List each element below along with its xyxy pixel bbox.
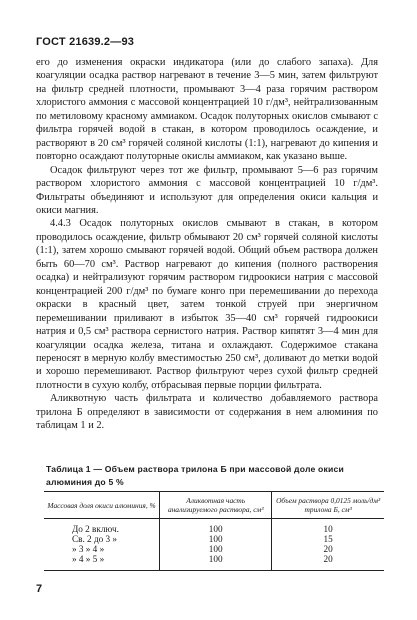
cell-aliquot: 100 [160, 519, 272, 535]
table-row [44, 544, 384, 554]
cell-fraction: » 4 » 5 » [72, 554, 105, 564]
trilon-volume-table [44, 491, 384, 571]
table-row [44, 554, 384, 571]
paragraph-1: его до изменения окраски индикатора (или до слабого запаха). Для коагуляции осадка раствор нагревают в течение 3—5 мин, затем фильтруют на фильтр средней плотности, промывают 3—4 раза горячим раствором хлористого аммония с массовой концентрацией 10 г/дм³, нейтрализованным по метиловому красному аммиаком. Осадок полуторных окислов смывают с фильтра горячей водой в стакан, в котором проводилось осаждение, и растворяют в 20 см³ горячей соляной кислоты (1:1), нагревают до кипения и повторно осаждают полуторные окислы аммиаком, как указано выше. [36, 57, 378, 163]
paragraph-4: Аликвотную часть фильтрата и количество добавляемого раствора трилона Б определяют в зависимости от содержания в нем алюминия по таблицам 1 и 2. [36, 393, 378, 432]
cell-fraction: До 2 включ. [72, 524, 119, 534]
cell-aliquot: 100 [160, 534, 272, 544]
cell-fraction: Св. 2 до 3 » [72, 534, 117, 544]
paragraph-3: 4.4.3 Осадок полуторных окислов смывают в стакан, в котором проводилось осаждение, фильтр обмывают 20 см³ горячей соляной кислоты (1:1), затем хорошо смывают горячей водой. Общий объем раствора должен быть 60—70 см³. Раствор нагревают до кипения (полного растворения осадка) и нейтрализуют горячим раствором гидроокиси натрия с массовой концентрацией 200 г/дм³ по бумаге конго при перемешивании до перехода окраски в красный цвет, затем тонкой струей при энергичном перемешивании приливают в избыток 35—40 см³ горячей гидроокиси натрия и 0,5 см³ раствора сернистого натрия. Раствор кипятят 3—4 мин для коагуляции осадка железа, титана и охлаждают. Содержимое стакана переносят в мерную колбу вместимостью 250 см³, доливают до метки водой и хорошо перемешивают. Раствор фильтруют через сухой фильтр средней плотности в сухую колбу, отбрасывая первые порции фильтрата. [36, 218, 378, 391]
body-text [36, 56, 378, 433]
page-number: 7 [36, 583, 43, 595]
table-row [44, 534, 384, 544]
table-1 [44, 491, 384, 571]
cell-fraction: » 3 » 4 » [72, 544, 105, 554]
paragraph-2: Осадок фильтруют через тот же фильтр, промывают 5—6 раз горячим раствором хлористого аммония с массовой концентрацией 10 г/дм³. Фильтраты объединяют и используют для определения окиси кальция и окиси магния. [36, 164, 378, 216]
table-row [44, 519, 384, 535]
table-header-row [44, 492, 384, 519]
cell-aliquot: 100 [160, 554, 272, 571]
cell-volume: 20 [272, 544, 384, 554]
header-aliquot: Аликвотная часть анализируемого раствора, см³ [160, 492, 272, 519]
cell-volume: 20 [272, 554, 384, 571]
cell-volume: 10 [272, 519, 384, 535]
header-trilon-volume: Объем раствора 0,0125 моль/дм³ трилона Б, см³ [272, 492, 384, 519]
header-alumina-fraction: Массовая доля окиси алюминия, % [44, 492, 160, 519]
table-caption: Таблица 1 — Объем раствора трилона Б при массовой доле окиси алюминия до 5 % [46, 464, 344, 487]
document-header: ГОСТ 21639.2—93 [36, 36, 135, 48]
cell-aliquot: 100 [160, 544, 272, 554]
cell-volume: 15 [272, 534, 384, 544]
